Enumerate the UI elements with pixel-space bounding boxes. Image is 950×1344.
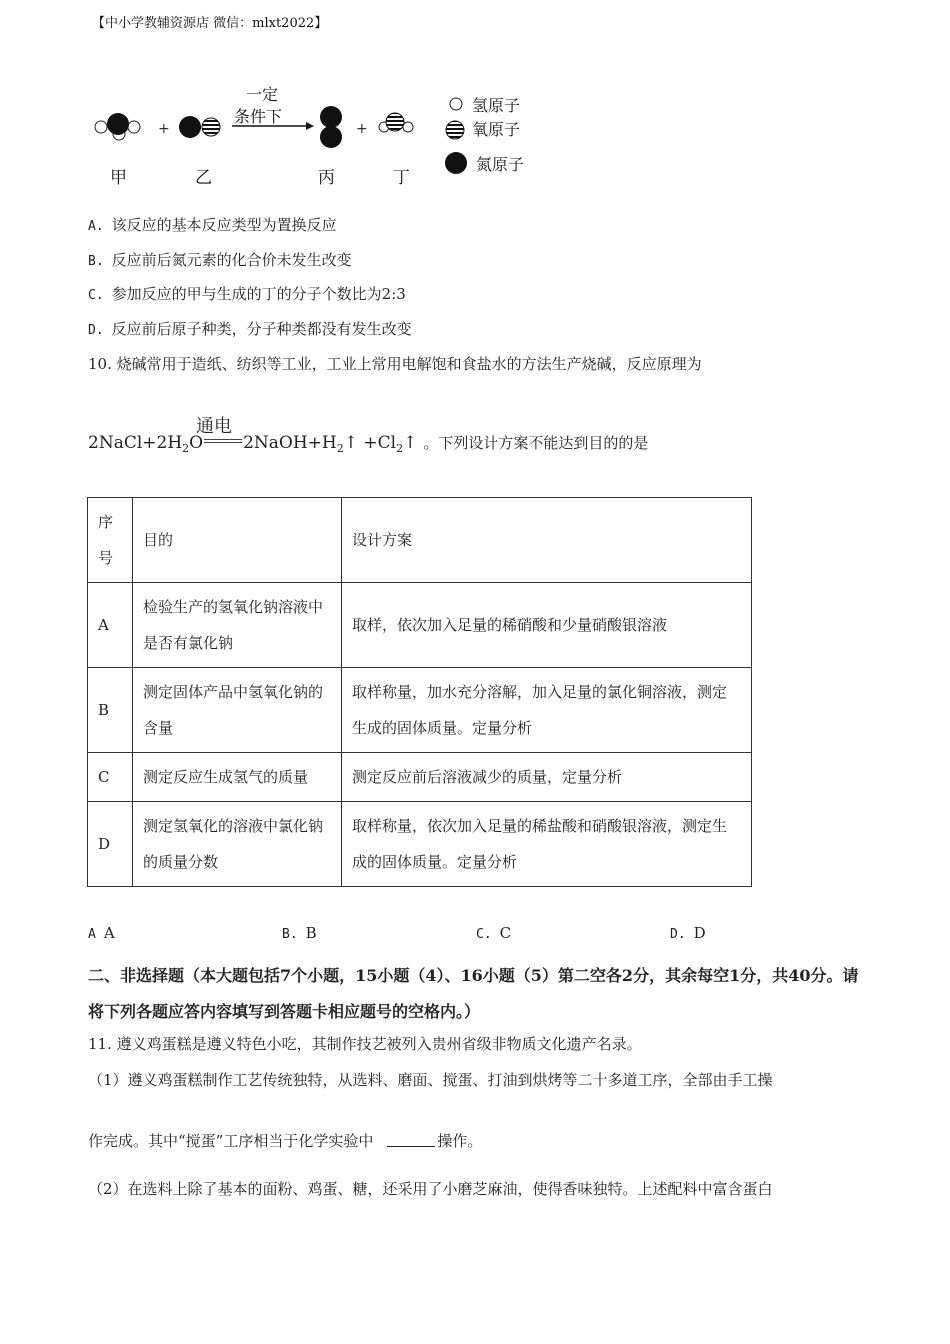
eq-double-line [204, 439, 242, 443]
q10-answer-a[interactable]: A A [88, 924, 115, 942]
table-row: C 测定反应生成氢气的质量 测定反应前后溶液减少的质量，定量分析 [88, 753, 752, 802]
chemical-equation: 通电 $2NaCl+2H_2O$ $2NaOH+H_2↑$ $+Cl_2↑$ 。下列设计方案不能达到目的的是 [88, 412, 768, 462]
molecule-jia [95, 113, 140, 140]
reaction-svg [88, 80, 548, 200]
q10-answer-b[interactable]: B. B [282, 924, 317, 942]
q11-stem: 11. 遵义鸡蛋糕是遵义特色小吃，其制作技艺被列入贵州省级非物质文化遗产名录。 [88, 1035, 642, 1053]
molecule-yi [179, 116, 220, 138]
condition-line-2: 条件下 [234, 107, 283, 126]
page-header: 【中小学教辅资源店 微信：mlxt2022】 [92, 16, 328, 31]
q11-part1-cont: 作完成。其中“搅蛋”工序相当于化学实验中 操作。 [88, 1132, 483, 1150]
table-row: B 测定固体产品中氢氧化钠的含量 取样称量，加水充分溶解，加入足量的氯化铜溶液，测定生成的固体质量。定量分析 [88, 668, 752, 753]
label-bing: 丙 [318, 168, 335, 188]
q10-stem: 10. 烧碱常用于造纸、纺织等工业，工业上常用电解饱和食盐水的方法生产烧碱，反应原理为 [88, 355, 702, 373]
table-row: A 检验生产的氢氧化钠溶液中是否有氯化钠 取样，依次加入足量的稀硝酸和少量硝酸银溶液 [88, 583, 752, 668]
molecule-bing [320, 106, 342, 148]
q9-option-d[interactable]: D. 反应前后原子种类，分子种类都没有发生改变 [88, 320, 412, 338]
q11-part1: （1）遵义鸡蛋糕制作工艺传统独特，从选料、磨面、搅蛋、打油到烘烤等二十多道工序，全部由手工操 [88, 1071, 773, 1089]
q9-option-c[interactable]: C. 参加反应的甲与生成的丁的分子个数比为2:3 [88, 285, 406, 303]
section-2-heading: 二、非选择题（本大题包括7个小题，15小题（4）、16小题（5）第二空各2分，其余每空1分，共40分。请将下列各题应答内容填写到答题卡相应题号的空格内。） [88, 966, 859, 1021]
label-jia: 甲 [110, 168, 127, 188]
molecule-ding [379, 113, 413, 132]
eq-condition: 通电 [196, 416, 232, 437]
answer-blank[interactable] [387, 1132, 435, 1147]
condition-line-1: 一定 [246, 85, 279, 104]
header-plan: 设计方案 [342, 498, 752, 583]
label-ding: 丁 [393, 168, 410, 188]
header-purpose: 目的 [133, 498, 342, 583]
q11-part2: （2）在选料上除了基本的面粉、鸡蛋、糖，还采用了小磨芝麻油，使得香味独特。上述配料中富含蛋白 [88, 1180, 773, 1198]
header-index: 序号 [88, 498, 133, 583]
plus-sign-2: + [356, 121, 368, 137]
legend-oxygen: 氧原子 [472, 120, 521, 139]
q10-answer-c[interactable]: C. C [476, 924, 512, 942]
q9-option-b[interactable]: B. 反应前后氮元素的化合价未发生改变 [88, 251, 352, 269]
table-header-row [88, 498, 752, 583]
q10-answer-d[interactable]: D. D [670, 924, 706, 942]
legend-nitrogen: 氮原子 [476, 155, 525, 174]
label-yi: 乙 [195, 168, 212, 188]
legend-hydrogen: 氢原子 [472, 96, 521, 115]
plus-sign-1: + [158, 121, 170, 137]
legend [445, 96, 524, 174]
reaction-diagram [88, 80, 548, 200]
q9-option-a[interactable]: A. 该反应的基本反应类型为置换反应 [88, 216, 337, 234]
table-row: D 测定氢氧化的溶液中氯化钠的质量分数 取样称量，依次加入足量的稀盐酸和硝酸银溶液，测定生成的固体质量。定量分析 [88, 802, 752, 887]
design-table [87, 497, 752, 887]
